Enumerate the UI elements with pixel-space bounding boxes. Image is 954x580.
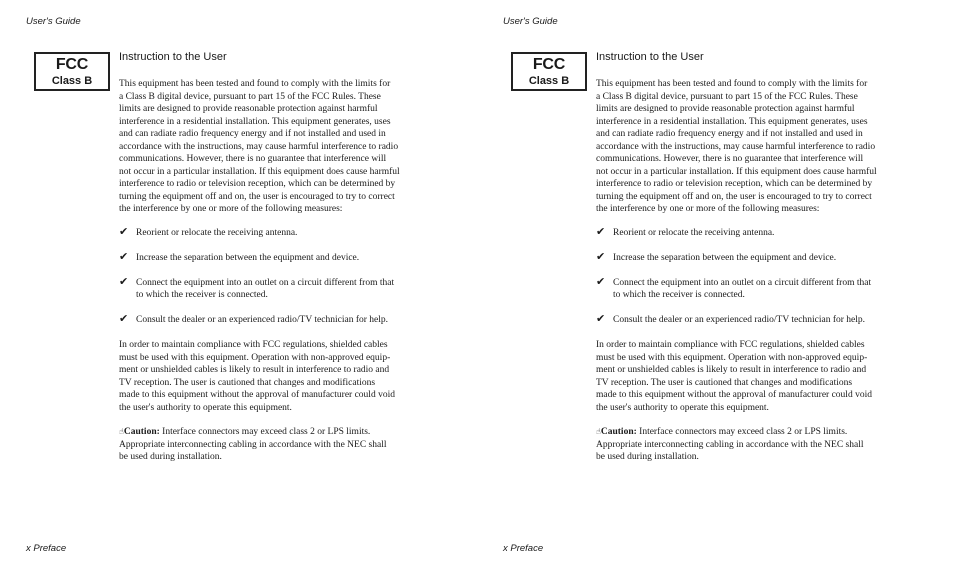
measures-list: [119, 224, 429, 327]
page-header: User's Guide: [26, 16, 81, 27]
measure-item: [119, 274, 429, 302]
check-icon: ✔: [119, 224, 129, 238]
caution-note: [596, 426, 906, 464]
page-footer: x Preface: [503, 543, 544, 554]
measure-text: Reorient or relocate the receiving antenna.: [613, 227, 775, 238]
measure-item: [596, 224, 906, 240]
page-footer: x Preface: [26, 543, 67, 554]
section-title: Instruction to the User: [119, 51, 227, 63]
caution-label: Caution:: [123, 427, 160, 437]
measure-item: [119, 249, 429, 265]
fcc-class-b-badge: [511, 52, 587, 91]
fcc-class-b-badge: [34, 52, 110, 91]
measures-list: [596, 224, 906, 327]
compliance-paragraph: This equipment has been tested and found to comply with the limits for a Class B digital device, pursuant to part 15 of the FCC Rules. These limits are designed to provide reasonable protection against harmful interference in a residential installation. This equipment generates, uses and can radiate radio frequency energy and if not installed and used in accordance with the instructions, may cause harmful interference to radio communications. However, there is no guarantee that interference will not occur in a particular installation. If this equipment does cause harmful interference to radio or television reception, which can be determined by turning the equipment off and on, the user is encouraged to try to correct the interference by one or more of the following measures:: [596, 79, 877, 214]
measure-text: Connect the equipment into an outlet on a circuit different from that to which the receiver is connected.: [136, 277, 395, 300]
measure-text: Increase the separation between the equipment and device.: [613, 252, 837, 263]
measure-text: Consult the dealer or an experienced radio/TV technician for help.: [613, 315, 866, 325]
fcc-badge-title: FCC: [532, 56, 566, 73]
measure-item: [596, 274, 906, 302]
measure-item: [119, 314, 429, 327]
shielded-cables-paragraph: In order to maintain compliance with FCC regulations, shielded cables must be used with this equipment. Operation with non-approved equip- ment or unshielded cables is likely to result in interference to radio and TV reception. The user is cautioned that changes and modifications made to this equipment without the approval of manufacturer could void the user's authority to operate this equipment.: [119, 340, 395, 413]
pointing-hand-icon: ☝: [119, 427, 124, 436]
check-icon: ✔: [596, 224, 606, 238]
compliance-paragraph: This equipment has been tested and found to comply with the limits for a Class B digital device, pursuant to part 15 of the FCC Rules. These limits are designed to provide reasonable protection against harmful interference in a residential installation. This equipment generates, uses and can radiate radio frequency energy and if not installed and used in accordance with the instructions, may cause harmful interference to radio communications. However, there is no guarantee that interference will not occur in a particular installation. If this equipment does cause harmful interference to radio or television reception, which can be determined by turning the equipment off and on, the user is encouraged to try to correct the interference by one or more of the following measures:: [119, 79, 400, 214]
check-icon: ✔: [596, 274, 606, 288]
caution-text: Interface connectors may exceed class 2 or LPS limits. Appropriate interconnecting cabling in accordance with the NEC shall be used during installation.: [596, 427, 864, 462]
measure-text: Consult the dealer or an experienced radio/TV technician for help.: [136, 315, 389, 325]
fcc-badge-class: Class B: [528, 75, 570, 87]
check-icon: ✔: [119, 312, 129, 325]
check-icon: ✔: [596, 249, 606, 263]
caution-label: Caution:: [600, 427, 637, 437]
fcc-notice-content: [596, 51, 906, 464]
fcc-badge-class: Class B: [51, 75, 93, 87]
fcc-badge-title: FCC: [55, 56, 89, 73]
pointing-hand-icon: ☝: [596, 427, 601, 436]
shielded-cables-paragraph: In order to maintain compliance with FCC regulations, shielded cables must be used with this equipment. Operation with non-approved equip- ment or unshielded cables is likely to result in interference to radio and TV reception. The user is cautioned that changes and modifications made to this equipment without the approval of manufacturer could void the user's authority to operate this equipment.: [596, 340, 872, 413]
check-icon: ✔: [119, 274, 129, 288]
fcc-notice-content: [119, 51, 429, 464]
caution-note: [119, 426, 429, 464]
page-header: User's Guide: [503, 16, 558, 27]
measure-text: Connect the equipment into an outlet on a circuit different from that to which the receiver is connected.: [613, 277, 872, 300]
right-page: [477, 0, 954, 580]
check-icon: ✔: [119, 249, 129, 263]
measure-item: [596, 314, 906, 327]
check-icon: ✔: [596, 312, 606, 325]
measure-item: [596, 249, 906, 265]
caution-text: Interface connectors may exceed class 2 or LPS limits. Appropriate interconnecting cabling in accordance with the NEC shall be used during installation.: [119, 427, 387, 462]
measure-text: Increase the separation between the equipment and device.: [136, 252, 360, 263]
section-title: Instruction to the User: [596, 51, 704, 63]
measure-text: Reorient or relocate the receiving antenna.: [136, 227, 298, 238]
measure-item: [119, 224, 429, 240]
